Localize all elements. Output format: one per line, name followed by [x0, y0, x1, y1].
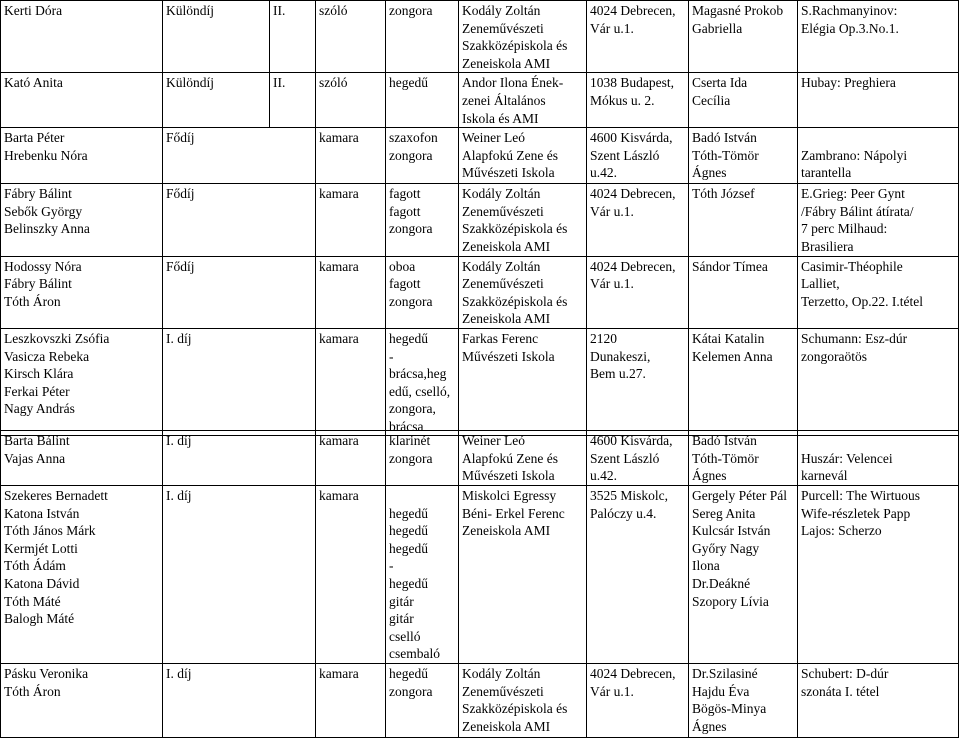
category-cell: II.	[270, 1, 316, 73]
genre-cell: kamara	[316, 184, 386, 256]
names-cell: Fábry Bálint Sebők György Belinszky Anna	[1, 184, 163, 256]
instrument-cell: hegedű zongora	[386, 663, 459, 737]
teacher-cell: Badó István Tóth-Tömör Ágnes	[689, 431, 798, 486]
genre-cell: szóló	[316, 1, 386, 73]
names-cell: Pásku Veronika Tóth Áron	[1, 663, 163, 737]
instrument-cell: hegedű hegedű hegedű - hegedű gitár gitár cselló csembaló	[386, 486, 459, 664]
table-row	[1, 256, 959, 328]
genre-cell: kamara	[316, 486, 386, 664]
award-cell: I. díj	[163, 431, 316, 486]
repertoire-cell: Purcell: The Wirtuous Wife-részletek Papp Lajos: Scherzo	[798, 486, 959, 664]
award-cell: I. díj	[163, 328, 316, 436]
table-row	[1, 328, 959, 436]
table-row	[1, 1, 959, 73]
table-row	[1, 431, 959, 486]
address-cell: 4600 Kisvárda, Szent László u.42.	[587, 128, 689, 184]
school-cell: Kodály Zoltán Zeneművészeti Szakközépiskola és Zeneiskola AMI	[459, 256, 587, 328]
teacher-cell: Tóth József	[689, 184, 798, 256]
address-cell: 3525 Miskolc, Palóczy u.4.	[587, 486, 689, 664]
award-cell: I. díj	[163, 486, 316, 664]
repertoire-cell: Huszár: Velencei karnevál	[798, 431, 959, 486]
genre-cell: kamara	[316, 328, 386, 436]
table-row	[1, 486, 959, 664]
names-cell: Barta Bálint Vajas Anna	[1, 431, 163, 486]
genre-cell: kamara	[316, 663, 386, 737]
award-cell: Különdíj	[163, 1, 270, 73]
genre-cell: kamara	[316, 128, 386, 184]
school-cell: Miskolci Egressy Béni- Erkel Ferenc Zeneiskola AMI	[459, 486, 587, 664]
names-cell: Szekeres Bernadett Katona István Tóth János Márk Kermjét Lotti Tóth Ádám Katona Dávid Tóth Máté Balogh Máté	[1, 486, 163, 664]
teacher-cell: Badó István Tóth-Tömör Ágnes	[689, 128, 798, 184]
instrument-cell: zongora	[386, 1, 459, 73]
names-cell: Hodossy Nóra Fábry Bálint Tóth Áron	[1, 256, 163, 328]
table-row	[1, 184, 959, 256]
teacher-cell: Gergely Péter Pál Sereg Anita Kulcsár István Győry Nagy Ilona Dr.Deákné Szopory Lívia	[689, 486, 798, 664]
names-cell: Leszkovszki Zsófia Vasicza Rebeka Kirsch Klára Ferkai Péter Nagy András	[1, 328, 163, 436]
table-row	[1, 73, 959, 128]
address-cell: 4024 Debrecen, Vár u.1.	[587, 184, 689, 256]
school-cell: Farkas Ferenc Művészeti Iskola	[459, 328, 587, 436]
instrument-cell: szaxofon zongora	[386, 128, 459, 184]
award-cell: Fődíj	[163, 184, 316, 256]
address-cell: 2120 Dunakeszi, Bem u.27.	[587, 328, 689, 436]
award-cell: I. díj	[163, 663, 316, 737]
school-cell: Kodály Zoltán Zeneművészeti Szakközépiskola és Zeneiskola AMI	[459, 1, 587, 73]
repertoire-cell: S.Rachmanyinov: Elégia Op.3.No.1.	[798, 1, 959, 73]
genre-cell: kamara	[316, 431, 386, 486]
address-cell: 1038 Budapest, Mókus u. 2.	[587, 73, 689, 128]
teacher-cell: Sándor Tímea	[689, 256, 798, 328]
address-cell: 4024 Debrecen, Vár u.1.	[587, 663, 689, 737]
repertoire-cell: Schumann: Esz-dúr zongoraötös	[798, 328, 959, 436]
genre-cell: szóló	[316, 73, 386, 128]
address-cell: 4024 Debrecen, Vár u.1.	[587, 1, 689, 73]
address-cell: 4024 Debrecen, Vár u.1.	[587, 256, 689, 328]
instrument-cell: hegedű	[386, 73, 459, 128]
category-cell: II.	[270, 73, 316, 128]
repertoire-cell: E.Grieg: Peer Gynt /Fábry Bálint átírata/ 7 perc Milhaud: Brasiliera	[798, 184, 959, 256]
award-cell: Fődíj	[163, 256, 316, 328]
teacher-cell: Cserta Ida Cecília	[689, 73, 798, 128]
school-cell: Kodály Zoltán Zeneművészeti Szakközépiskola és Zeneiskola AMI	[459, 184, 587, 256]
school-cell: Weiner Leó Alapfokú Zene és Művészeti Iskola	[459, 431, 587, 486]
instrument-cell: oboa fagott zongora	[386, 256, 459, 328]
repertoire-cell: Schubert: D-dúr szonáta I. tétel	[798, 663, 959, 737]
names-cell: Kerti Dóra	[1, 1, 163, 73]
table-row	[1, 128, 959, 184]
repertoire-cell: Zambrano: Nápolyi tarantella	[798, 128, 959, 184]
award-cell: Fődíj	[163, 128, 316, 184]
teacher-cell: Magasné Prokob Gabriella	[689, 1, 798, 73]
teacher-cell: Kátai Katalin Kelemen Anna	[689, 328, 798, 436]
award-cell: Különdíj	[163, 73, 270, 128]
table-row	[1, 663, 959, 737]
instrument-cell: fagott fagott zongora	[386, 184, 459, 256]
names-cell: Kató Anita	[1, 73, 163, 128]
school-cell: Kodály Zoltán Zeneművészeti Szakközépiskola és Zeneiskola AMI	[459, 663, 587, 737]
address-cell: 4600 Kisvárda, Szent László u.42.	[587, 431, 689, 486]
instrument-cell: hegedű - brácsa,heg edű, cselló, zongora, brácsa	[386, 328, 459, 436]
names-cell: Barta Péter Hrebenku Nóra	[1, 128, 163, 184]
repertoire-cell: Casimir-Théophile Lalliet, Terzetto, Op.22. I.tétel	[798, 256, 959, 328]
school-cell: Andor Ilona Ének- zenei Általános Iskola és AMI	[459, 73, 587, 128]
teacher-cell: Dr.Szilasiné Hajdu Éva Bögös-Minya Ágnes	[689, 663, 798, 737]
repertoire-cell: Hubay: Preghiera	[798, 73, 959, 128]
genre-cell: kamara	[316, 256, 386, 328]
instrument-cell: klarinét zongora	[386, 431, 459, 486]
results-table-bottom	[0, 430, 959, 738]
school-cell: Weiner Leó Alapfokú Zene és Művészeti Iskola	[459, 128, 587, 184]
